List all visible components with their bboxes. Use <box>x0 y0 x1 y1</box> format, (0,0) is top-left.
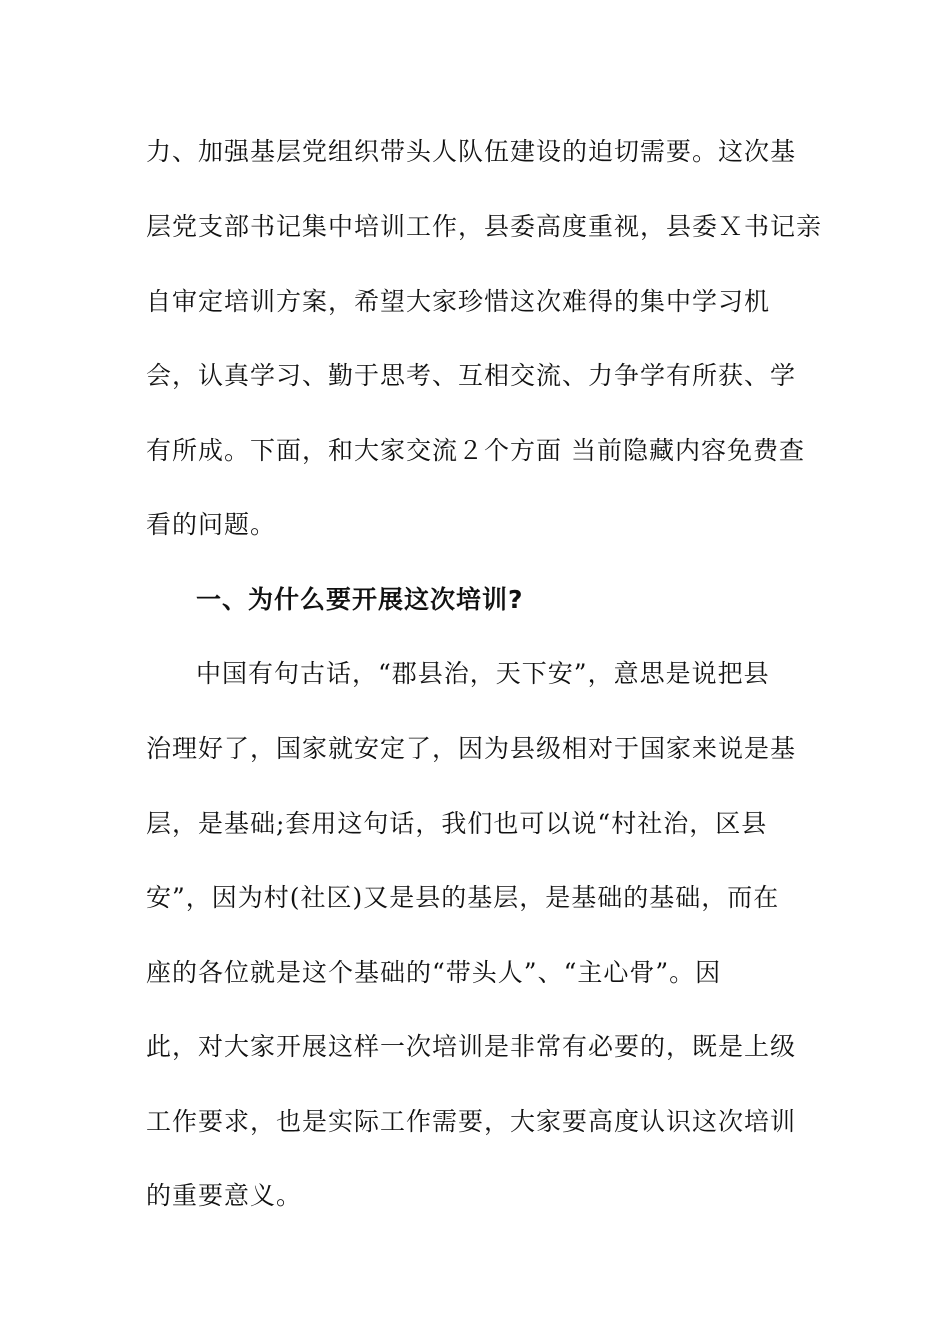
paragraph-2-line-2: 治理好了，国家就安定了，因为县级相对于国家来说是基 <box>146 734 797 763</box>
paragraph-2-line-4: 安”，因为村(社区)又是县的基层，是基础的基础，而在 <box>146 883 780 912</box>
paragraph-2-line-1: 中国有句古话，“郡县治，天下安”，意思是说把县 <box>196 659 770 688</box>
paragraph-1-line-1: 力、加强基层党组织带头人队伍建设的迫切需要。这次基 <box>146 137 797 166</box>
paragraph-2-line-3: 层，是基础;套用这句话，我们也可以说“村社治，区县 <box>146 809 768 838</box>
paragraph-2-line-5: 座的各位就是这个基础的“带头人”、“主心骨”。因 <box>146 958 722 987</box>
paragraph-2-line-7: 工作要求，也是实际工作需要，大家要高度认识这次培训 <box>146 1107 797 1136</box>
paragraph-1-line-6: 看的问题。 <box>146 510 277 539</box>
paragraph-2-line-8: 的重要意义。 <box>146 1181 303 1210</box>
paragraph-1-line-2: 层党支部书记集中培训工作，县委高度重视，县委Ｘ书记亲 <box>146 212 823 241</box>
paragraph-1-line-3: 自审定培训方案，希望大家珍惜这次难得的集中学习机 <box>146 287 771 316</box>
paragraph-1-line-5: 有所成。下面，和大家交流２个方面 当前隐藏内容免费查 <box>146 436 805 465</box>
section-heading: 一、为什么要开展这次培训? <box>196 585 524 614</box>
paragraph-1-line-4: 会，认真学习、勤于思考、互相交流、力争学有所获、学 <box>146 361 797 390</box>
paragraph-2-line-6: 此，对大家开展这样一次培训是非常有必要的，既是上级 <box>146 1032 797 1061</box>
